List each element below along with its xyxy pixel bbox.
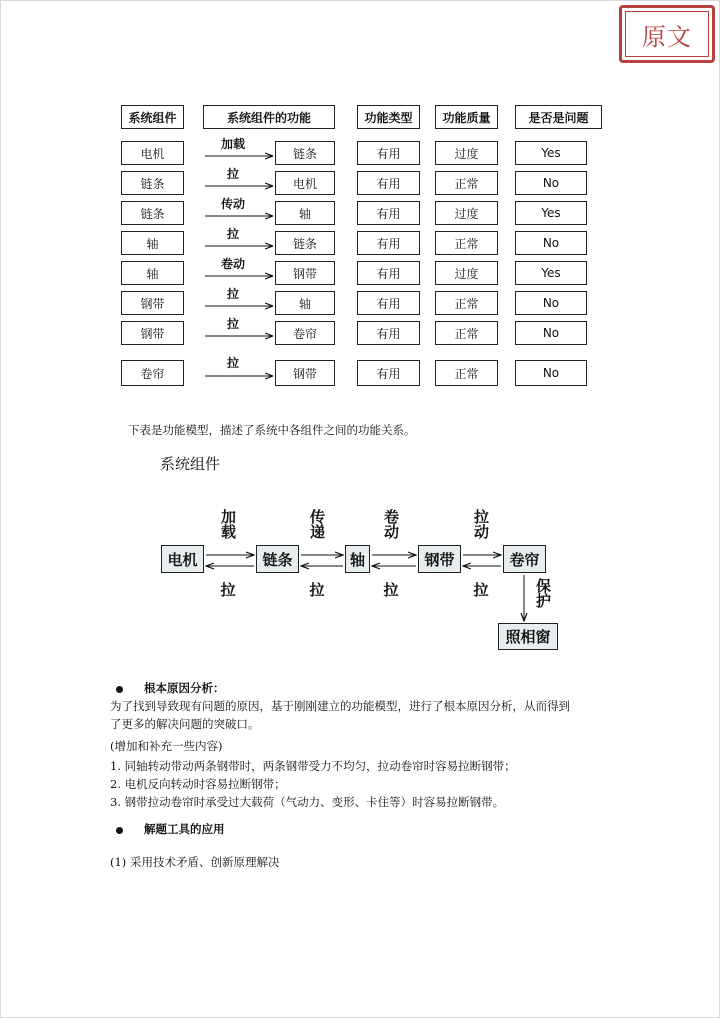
label-pull-4: 拉 (473, 581, 489, 599)
header-function-quality: 功能质量 (435, 105, 498, 129)
cell-target: 轴 (275, 201, 335, 225)
stamp-text: 原文 (642, 22, 692, 51)
cell-target: 电机 (275, 171, 335, 195)
cell-component: 轴 (121, 231, 184, 255)
cell-problem: No (515, 231, 587, 255)
intro-text: 下表是功能模型，描述了系统中各组件之间的功能关系。 (128, 423, 416, 437)
cell-quality: 过度 (435, 261, 498, 285)
cell-type: 有用 (357, 291, 420, 315)
root-cause-item-2: 2. 电机反向转动时容易拉断钢带； (110, 777, 286, 791)
cell-problem: No (515, 360, 587, 386)
cell-type: 有用 (357, 360, 420, 386)
bullet-root-cause (116, 686, 123, 693)
cell-component: 链条 (121, 201, 184, 225)
cell-target: 链条 (275, 141, 335, 165)
label-pull-2: 拉 (309, 581, 325, 599)
cell-component: 轴 (121, 261, 184, 285)
cell-action-label: 拉 (226, 317, 239, 331)
cell-target: 轴 (275, 291, 335, 315)
cell-action-label: 卷动 (220, 257, 245, 271)
tools-heading: 解题工具的应用 (144, 822, 225, 836)
root-cause-paragraph-1: 为了找到导致现有问题的原因，基于刚刚建立的功能模型，进行了根本原因分析，从而得到 (110, 699, 570, 713)
cell-action-label: 拉 (226, 356, 239, 370)
tools-item-1: (1) 采用技术矛盾、创新原理解决 (110, 855, 280, 869)
cell-problem: No (515, 321, 587, 345)
label-pull-drive: 拉动 (472, 509, 490, 539)
diagram-title: 系统组件 (160, 455, 221, 473)
root-cause-note: (增加和补充一些内容) (110, 739, 223, 753)
header-is-problem: 是否是问题 (515, 105, 602, 129)
header-function: 系统组件的功能 (203, 105, 335, 129)
cell-target: 链条 (275, 231, 335, 255)
label-protect: 保护 (534, 578, 552, 608)
cell-quality: 过度 (435, 141, 498, 165)
label-transmit: 传递 (308, 509, 326, 539)
cell-type: 有用 (357, 201, 420, 225)
cell-action-label: 拉 (226, 227, 239, 241)
cell-component: 链条 (121, 171, 184, 195)
cell-action-label: 拉 (226, 287, 239, 301)
label-pull-3: 拉 (383, 581, 399, 599)
cell-type: 有用 (357, 231, 420, 255)
cell-component: 卷帘 (121, 360, 184, 386)
cell-component: 电机 (121, 141, 184, 165)
cell-action-label: 加载 (220, 137, 245, 151)
cell-problem: No (515, 171, 587, 195)
cell-type: 有用 (357, 171, 420, 195)
bullet-tools (116, 827, 123, 834)
node-shutter: 卷帘 (503, 545, 546, 573)
node-motor: 电机 (161, 545, 204, 573)
cell-component: 钢带 (121, 291, 184, 315)
cell-action-label: 传动 (220, 197, 245, 211)
label-pull-1: 拉 (220, 581, 236, 599)
label-load: 加载 (219, 509, 237, 539)
header-function-type: 功能类型 (357, 105, 420, 129)
cell-target: 钢带 (275, 261, 335, 285)
cell-type: 有用 (357, 141, 420, 165)
cell-quality: 正常 (435, 171, 498, 195)
cell-quality: 过度 (435, 201, 498, 225)
cell-quality: 正常 (435, 321, 498, 345)
root-cause-item-1: 1. 同轴转动带动两条钢带时，两条钢带受力不均匀，拉动卷帘时容易拉断钢带； (110, 759, 516, 773)
root-cause-paragraph-2: 了更多的解决问题的突破口。 (110, 717, 260, 731)
node-chain: 链条 (256, 545, 299, 573)
label-roll: 卷动 (382, 509, 400, 539)
cell-problem: Yes (515, 141, 587, 165)
cell-component: 钢带 (121, 321, 184, 345)
cell-target: 卷帘 (275, 321, 335, 345)
cell-quality: 正常 (435, 231, 498, 255)
cell-target: 钢带 (275, 360, 335, 386)
cell-quality: 正常 (435, 291, 498, 315)
cell-quality: 正常 (435, 360, 498, 386)
root-cause-item-3: 3. 钢带拉动卷帘时承受过大载荷（气动力、变形、卡住等）时容易拉断钢带。 (110, 795, 505, 809)
header-component: 系统组件 (121, 105, 184, 129)
node-steel-belt: 钢带 (418, 545, 461, 573)
cell-problem: Yes (515, 261, 587, 285)
cell-problem: No (515, 291, 587, 315)
node-shaft: 轴 (345, 545, 370, 573)
root-cause-heading: 根本原因分析： (144, 681, 225, 695)
cell-problem: Yes (515, 201, 587, 225)
cell-type: 有用 (357, 261, 420, 285)
node-camera-window: 照相窗 (498, 623, 558, 650)
cell-type: 有用 (357, 321, 420, 345)
cell-action-label: 拉 (226, 167, 239, 181)
